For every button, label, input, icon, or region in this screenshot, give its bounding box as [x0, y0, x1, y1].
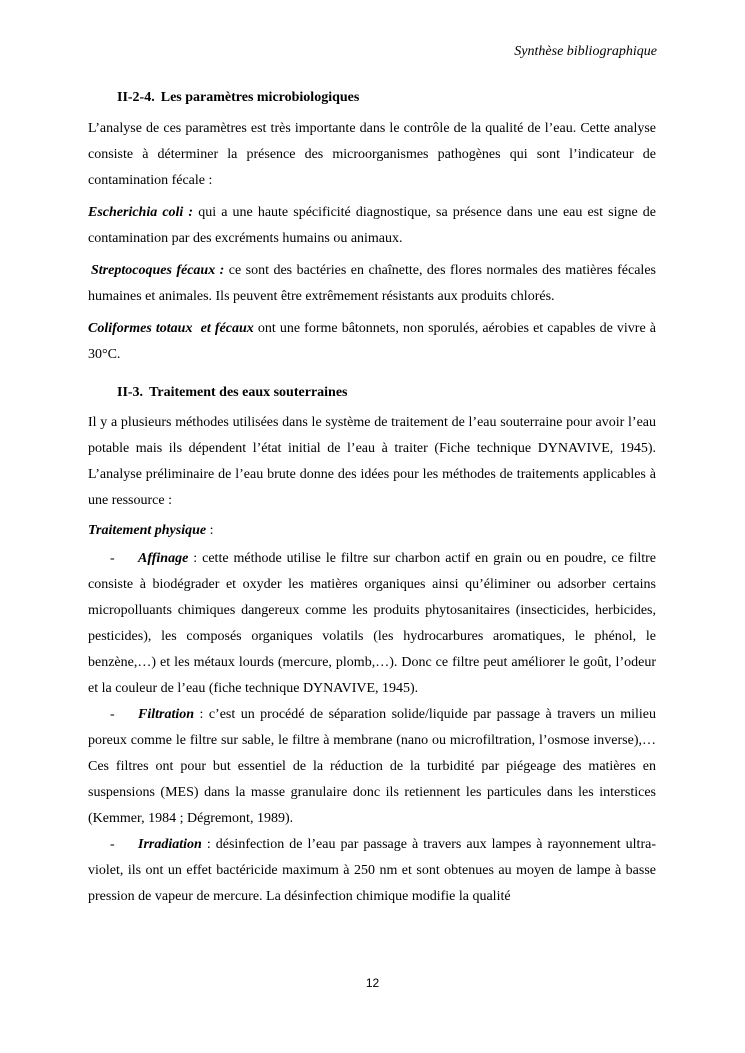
bullet-irradiation [88, 832, 656, 910]
section-number: II-3. [117, 385, 144, 400]
term-coliformes: Coliformes totaux et fécaux [88, 321, 254, 336]
paragraph-escherichia-coli [88, 200, 656, 252]
subheading-physical-treatment [88, 518, 656, 544]
section-title: Traitement des eaux souterraines [149, 385, 348, 400]
subheading-label: Traitement physique [88, 523, 207, 538]
term-streptocoques: Streptocoques fécaux : [91, 263, 225, 278]
term-affinage: Affinage [138, 551, 189, 566]
term-irradiation: Irradiation [138, 837, 202, 852]
paragraph-micro-intro: L’analyse de ces paramètres est très importante dans le contrôle de la qualité de l’eau. Cette analyse consiste à déterminer la présence des microorganismes pathogènes qui sont l’indicateur de contamination fécale : [88, 121, 656, 188]
section-heading-treatment [88, 381, 656, 404]
page-content [88, 86, 656, 910]
text-coliformes: ont une forme bâtonnets, non sporulés, aérobies et capables de vivre à 30°C. [88, 321, 656, 362]
text-irradiation: : désinfection de l’eau par passage à travers aux lampes à rayonnement ultra-violet, ils ont un effet bactéricide maximum à 250 nm et sont obtenues au moyen de lampe à basse pression de vapeur de mercure. La désinfection chimique modifie la qualité [88, 837, 656, 904]
bullet-dash: - [110, 551, 115, 566]
section-number: II-2-4. [117, 90, 155, 105]
running-header: Synthèse bibliographique [514, 44, 657, 59]
paragraph-coliformes [88, 316, 656, 368]
bullet-dash: - [110, 837, 115, 852]
bullet-affinage [88, 546, 656, 702]
text-streptocoques: ce sont des bactéries en chaînette, des flores normales des matières fécales humaines et animales. Ils peuvent être extrêmement résistants aux produits chlorés. [88, 263, 656, 304]
bullet-filtration [88, 702, 656, 832]
text-affinage: : cette méthode utilise le filtre sur charbon actif en grain ou en poudre, ce filtre consiste à biodégrader et oxyder les matières organiques ainsi qu’éliminer ou adsorber certains micropolluants chimiques dangereux comme les produits phytosanitaires (insecticides, herbicides, pesticides), les composés organiques volatils (les hydrocarbures aromatiques, le phénol, le benzène,…) et les métaux lourds (mercure, plomb,…). Donc ce filtre peut améliorer le goût, l’odeur et la couleur de l’eau (fiche technique DYNAVIVE, 1945). [88, 551, 656, 696]
subheading-suffix: : [206, 523, 214, 538]
term-filtration: Filtration [138, 707, 195, 722]
section-heading-microbiological [88, 86, 656, 109]
paragraph-treatment-intro: Il y a plusieurs méthodes utilisées dans le système de traitement de l’eau souterraine pour avoir l’eau potable mais ils dépendent l’état initial de l’eau à traiter (Fiche technique DYNAVIVE, 1945). L’analyse préliminaire de l’eau brute donne des idées pour les méthodes de traitements applicables à une ressource : [88, 415, 656, 508]
bullet-dash: - [110, 707, 115, 722]
text-escherichia-coli: qui a une haute spécificité diagnostique, sa présence dans une eau est signe de contamination par des excréments humains ou animaux. [88, 205, 656, 246]
paragraph-streptocoques [88, 258, 656, 310]
section-title: Les paramètres microbiologiques [160, 90, 360, 105]
text-filtration: : c’est un procédé de séparation solide/liquide par passage à travers un milieu poreux comme le filtre sur sable, le filtre à membrane (nano ou microfiltration, l’osmose inverse),…Ces filtres ont pour but essentiel de la réduction de la turbidité par piégeage des matières en suspensions (MES) dans la masse granulaire donc ils retiennent les particules dans les interstices (Kemmer, 1984 ; Dégremont, 1989). [88, 707, 656, 826]
page-number: 12 [365, 976, 380, 990]
term-escherichia-coli: Escherichia coli : [88, 205, 194, 220]
